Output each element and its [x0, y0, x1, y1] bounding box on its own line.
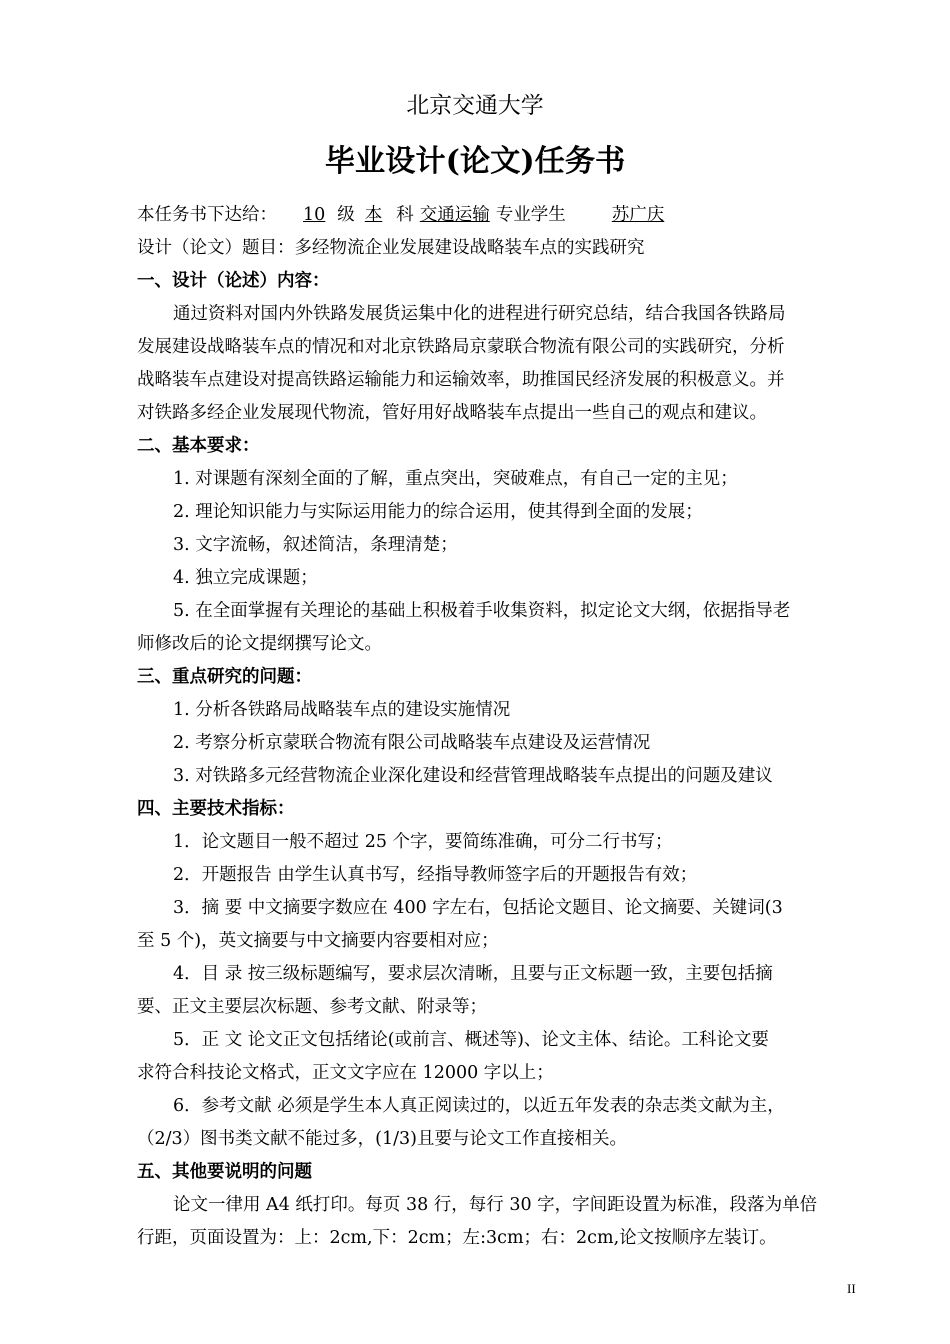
assignment-prefix: 本任务书下达给：	[137, 205, 277, 225]
section-4-item: 3．摘 要 中文摘要字数应在 400 字左右，包括论文题目、论文摘要、关键词(3	[173, 898, 783, 918]
level-field	[355, 205, 397, 225]
section-2-item-continued: 师修改后的论文提纲撰写论文。	[137, 634, 382, 654]
assignment-line	[137, 203, 694, 227]
page-number: II	[847, 1281, 856, 1296]
major-field	[414, 205, 490, 225]
section-2-item: 3. 文字流畅，叙述简洁，条理清楚；	[173, 535, 458, 555]
student-field	[566, 205, 695, 225]
grade-value: 10	[303, 205, 326, 225]
section-4-heading: 四、主要技术指标：	[137, 799, 295, 819]
section-4-item-continued: 要、正文主要层次标题、参考文献、附录等；	[137, 997, 487, 1017]
section-5-line: 行距，页面设置为：上：2cm,下：2cm；左:3cm；右：2cm,论文按顺序左装订。	[137, 1228, 777, 1248]
section-4-item: 4．目 录 按三级标题编写，要求层次清晰，且要与正文标题一致，主要包括摘	[173, 964, 773, 984]
student-value: 苏广庆	[611, 205, 665, 225]
section-3-item: 3. 对铁路多元经营物流企业深化建设和经营管理战略装车点提出的问题及建议	[173, 766, 773, 786]
section-1-line: 对铁路多经企业发展现代物流，管好用好战略装车点提出一些自己的观点和建议。	[137, 403, 767, 423]
section-4-item-continued: 求符合科技论文格式，正文文字应在 12000 字以上；	[137, 1063, 554, 1083]
grade-suffix: 级	[337, 205, 355, 225]
section-5-line: 论文一律用 A4 纸打印。每页 38 行，每行 30 字，字间距设置为标准，段落为单倍	[173, 1195, 818, 1215]
section-4-item: 6．参考文献 必须是学生本人真正阅读过的，以近五年发表的杂志类文献为主，	[173, 1096, 785, 1116]
section-4-item: 2．开题报告 由学生认真书写，经指导教师签字后的开题报告有效；	[173, 865, 698, 885]
section-4-item-continued: （2/3）图书类文献不能过多，(1/3)且要与论文工作直接相关。	[137, 1129, 627, 1149]
section-1-heading: 一、设计（论述）内容：	[137, 271, 330, 291]
topic-line: 设计（论文）题目：多经物流企业发展建设战略装车点的实践研究	[137, 238, 645, 258]
section-4-item: 1．论文题目一般不超过 25 个字，要简练准确，可分二行书写；	[173, 832, 673, 852]
level-value: 本	[364, 205, 383, 225]
section-1-line: 通过资料对国内外铁路发展货运集中化的进程进行研究总结，结合我国各铁路局	[173, 304, 786, 324]
section-4-item-continued: 至 5 个)，英文摘要与中文摘要内容要相对应；	[137, 931, 499, 951]
section-1-line: 发展建设战略装车点的情况和对北京铁路局京蒙联合物流有限公司的实践研究，分析	[137, 337, 785, 357]
level-suffix: 科	[396, 205, 414, 225]
section-1-line: 战略装车点建设对提高铁路运输能力和运输效率，助推国民经济发展的积极意义。并	[137, 370, 785, 390]
section-2-item: 1. 对课题有深刻全面的了解，重点突出，突破难点，有自己一定的主见；	[173, 469, 738, 489]
university-name: 北京交通大学	[406, 93, 544, 119]
section-5-heading: 五、其他要说明的问题	[137, 1162, 312, 1182]
grade-field	[277, 205, 337, 225]
section-3-item: 1. 分析各铁路局战略装车点的建设实施情况	[173, 700, 511, 720]
section-2-heading: 二、基本要求：	[137, 436, 260, 456]
section-2-item: 5. 在全面掌握有关理论的基础上积极着手收集资料，拟定论文大纲，依据指导老	[173, 601, 791, 621]
section-3-item: 2. 考察分析京蒙联合物流有限公司战略装车点建设及运营情况	[173, 733, 651, 753]
section-3-heading: 三、重点研究的问题：	[137, 667, 312, 687]
major-value: 交通运输	[419, 205, 490, 225]
section-2-item: 2. 理论知识能力与实际运用能力的综合运用，使其得到全面的发展；	[173, 502, 703, 522]
major-suffix: 专业学生	[495, 205, 566, 225]
section-4-item: 5．正 文 论文正文包括绪论(或前言、概述等)、论文主体、结论。工科论文要	[173, 1030, 769, 1050]
section-2-item: 4. 独立完成课题；	[173, 568, 318, 588]
document-title: 毕业设计(论文)任务书	[324, 144, 626, 179]
